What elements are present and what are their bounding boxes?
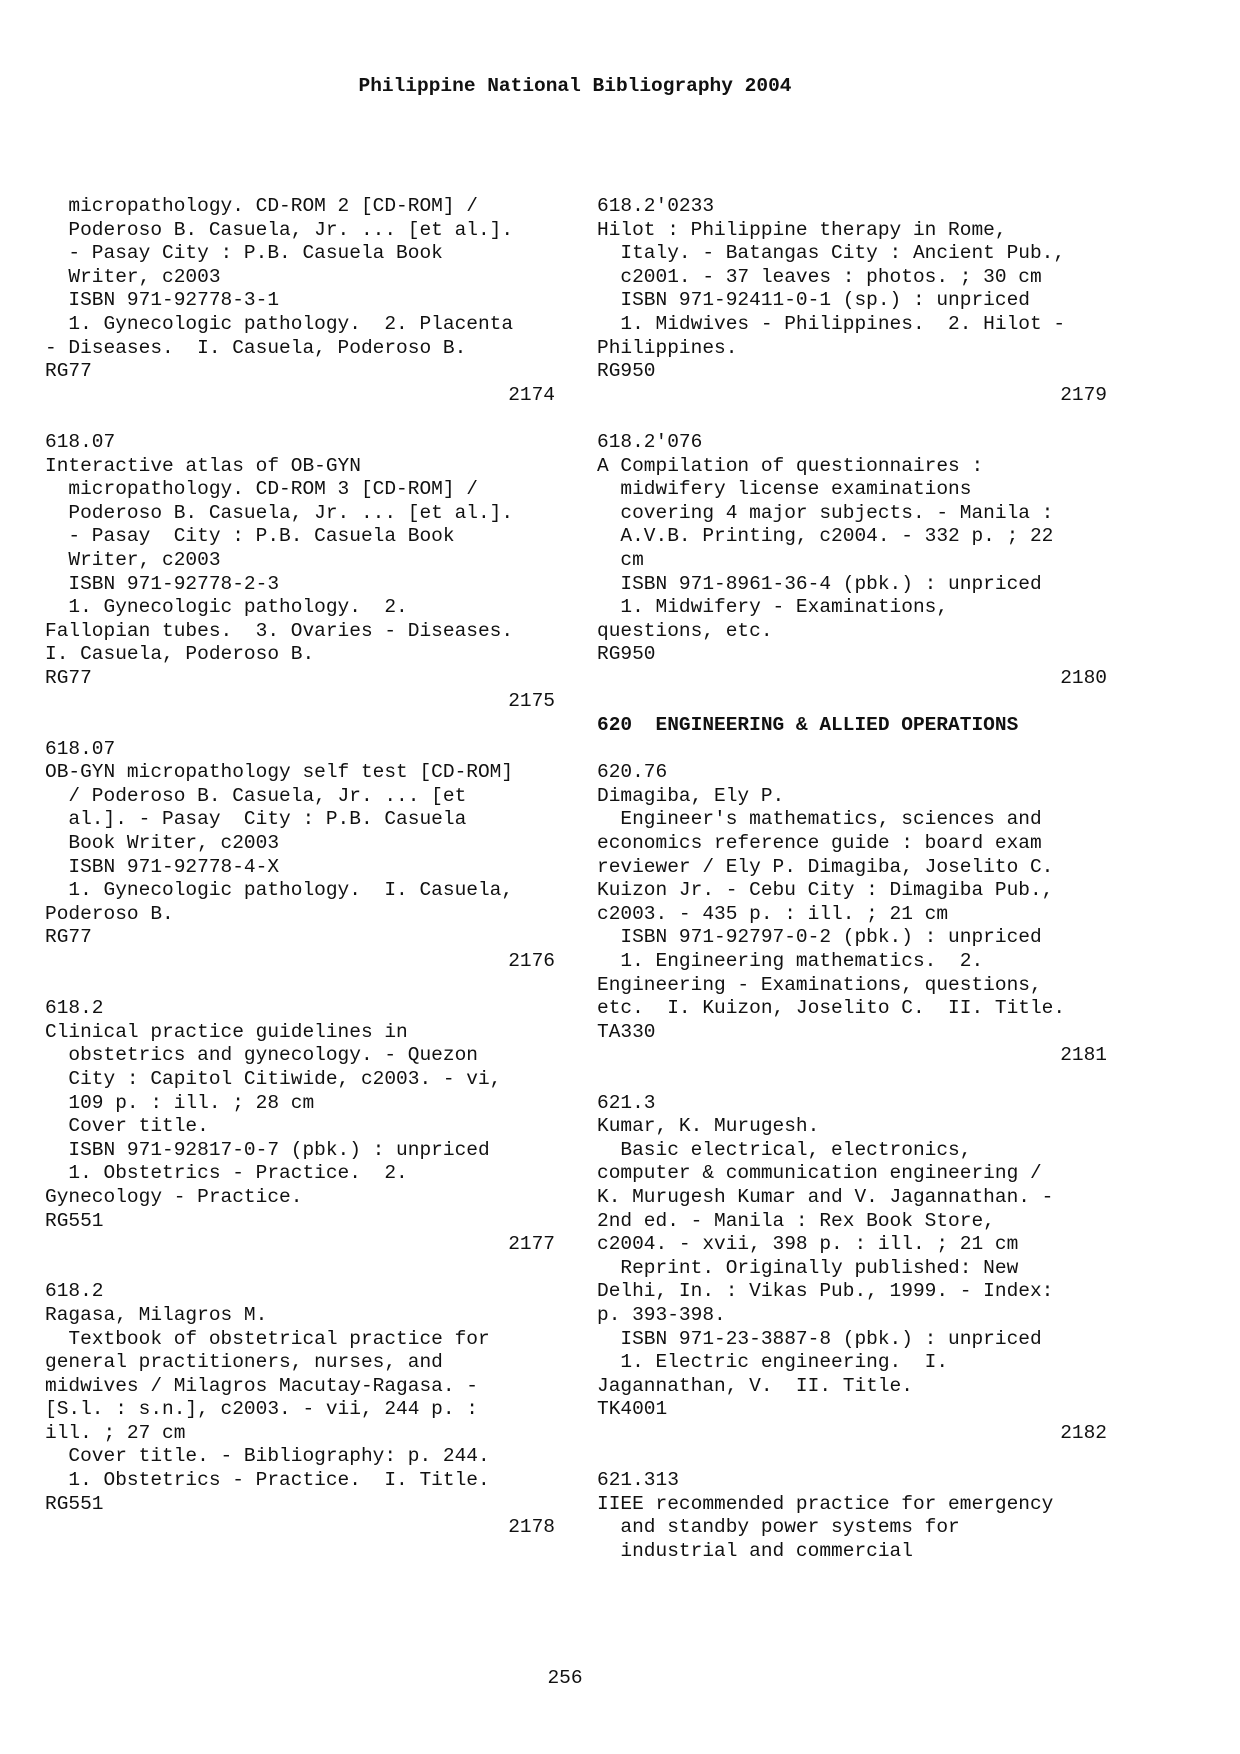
entry-line: c2004. - xvii, 398 p. : ill. ; 21 cm — [597, 1233, 1019, 1256]
page-number: 256 — [547, 1667, 583, 1689]
entry-line: 1. Obstetrics - Practice. I. Title. — [45, 1469, 490, 1492]
left-column — [45, 195, 555, 1540]
entry-line: RG77 — [45, 926, 92, 949]
entry-line: micropathology. CD-ROM 2 [CD-ROM] / — [45, 195, 478, 217]
entry-line: c2001. - 37 leaves : photos. ; 30 cm — [597, 265, 1042, 288]
entry-line: ill. ; 27 cm — [45, 1421, 186, 1444]
entry-line: Book Writer, c2003 — [45, 832, 280, 855]
entry-number: 2175 — [508, 690, 555, 713]
entry-line: RG551 — [45, 1492, 104, 1515]
entry-number: 2180 — [1060, 666, 1107, 689]
entry-number: 2174 — [508, 383, 555, 406]
entry-line: 618.2'0233 — [597, 195, 715, 217]
entry-line: Basic electrical, electronics, — [597, 1138, 972, 1161]
entry-line: I. Casuela, Poderoso B. — [45, 643, 315, 666]
entry-line: - Pasay City : P.B. Casuela Book — [45, 525, 455, 548]
entry-line: obstetrics and gynecology. - Quezon — [45, 1044, 478, 1067]
blank-line — [597, 1068, 1107, 1092]
entry-line: Hilot : Philippine therapy in Rome, — [597, 218, 1007, 241]
entry-line: Writer, c2003 — [45, 548, 221, 571]
entry-line: ISBN 971-92817-0-7 (pbk.) : unpriced — [45, 1138, 490, 1161]
entry-line: TA330 — [597, 1020, 656, 1043]
entry-line: Fallopian tubes. 3. Ovaries - Diseases. — [45, 619, 514, 642]
entry-line: - Diseases. I. Casuela, Poderoso B. — [45, 336, 467, 359]
entry-line: 620.76 — [597, 761, 668, 784]
entry-line: 618.07 — [45, 737, 116, 760]
entry-number: 2179 — [1060, 383, 1107, 406]
entry-line: ISBN 971-92797-0-2 (pbk.) : unpriced — [597, 926, 1042, 949]
entry-line: Ragasa, Milagros M. — [45, 1303, 268, 1326]
entry-line: 1. Gynecologic pathology. I. Casuela, — [45, 879, 514, 902]
entry-line: etc. I. Kuizon, Joselito C. II. Title. — [597, 997, 1066, 1020]
entry-line: general practitioners, nurses, and — [45, 1351, 443, 1374]
page-header-title: Philippine National Bibliography 2004 — [358, 75, 792, 97]
entry-line: p. 393-398. — [597, 1303, 726, 1326]
entry-line: ISBN 971-92778-4-X — [45, 855, 280, 878]
entry-line: - Pasay City : P.B. Casuela Book — [45, 242, 443, 265]
blank-line — [597, 407, 1107, 431]
entry-line: Gynecology - Practice. — [45, 1185, 303, 1208]
entry-line: questions, etc. — [597, 619, 773, 642]
entry-line: 109 p. : ill. ; 28 cm — [45, 1091, 315, 1114]
entry-line: A.V.B. Printing, c2004. - 332 p. ; 22 — [597, 525, 1054, 548]
entry-line: Philippines. — [597, 336, 738, 359]
entry-line: cm — [597, 548, 644, 571]
blank-line — [597, 1445, 1107, 1469]
entry-line: ISBN 971-92411-0-1 (sp.) : unpriced — [597, 289, 1030, 312]
entry-line: RG950 — [597, 643, 656, 666]
entry-line: Italy. - Batangas City : Ancient Pub., — [597, 242, 1066, 265]
entry-line: K. Murugesh Kumar and V. Jagannathan. - — [597, 1185, 1054, 1208]
entry-line: 621.313 — [597, 1469, 679, 1492]
entry-line: 1. Obstetrics - Practice. 2. — [45, 1162, 408, 1185]
entry-line: Cover title. - Bibliography: p. 244. — [45, 1445, 490, 1468]
entry-line: Reprint. Originally published: New — [597, 1256, 1019, 1279]
blank-line — [45, 974, 555, 998]
entry-line: Jagannathan, V. II. Title. — [597, 1374, 913, 1397]
entry-line: Engineer's mathematics, sciences and — [597, 808, 1042, 831]
section-heading: 620 ENGINEERING & ALLIED OPERATIONS — [597, 714, 1019, 737]
entry-line: c2003. - 435 p. : ill. ; 21 cm — [597, 902, 949, 925]
entry-line: micropathology. CD-ROM 3 [CD-ROM] / — [45, 478, 478, 501]
entry-line: Delhi, In. : Vikas Pub., 1999. - Index: — [597, 1280, 1054, 1303]
entry-line: 618.2'076 — [597, 430, 703, 453]
entry-line: ISBN 971-92778-3-1 — [45, 289, 280, 312]
entry-line: Engineering - Examinations, questions, — [597, 973, 1042, 996]
entry-line: economics reference guide : board exam — [597, 832, 1042, 855]
entry-line: RG77 — [45, 666, 92, 689]
entry-line: TK4001 — [597, 1398, 668, 1421]
entry-line: and standby power systems for — [597, 1516, 960, 1539]
entry-line: 1. Gynecologic pathology. 2. — [45, 596, 408, 619]
entry-line: ISBN 971-8961-36-4 (pbk.) : unpriced — [597, 572, 1042, 595]
entry-line: 618.2 — [45, 1280, 104, 1303]
entry-line: RG551 — [45, 1209, 104, 1232]
blank-line — [45, 1257, 555, 1281]
entry-line: Kumar, K. Murugesh. — [597, 1115, 820, 1138]
entry-line: OB-GYN micropathology self test [CD-ROM] — [45, 761, 514, 784]
entry-line: midwifery license examinations — [597, 478, 972, 501]
blank-line — [597, 738, 1107, 762]
entry-line: 621.3 — [597, 1091, 656, 1114]
entry-line: Interactive atlas of OB-GYN — [45, 454, 361, 477]
right-column — [597, 195, 1107, 1563]
entry-line: Cover title. — [45, 1115, 209, 1138]
entry-number: 2182 — [1060, 1421, 1107, 1444]
entry-line: 1. Midwifery - Examinations, — [597, 596, 949, 619]
entry-line: computer & communication engineering / — [597, 1162, 1042, 1185]
entry-line: covering 4 major subjects. - Manila : — [597, 501, 1054, 524]
blank-line — [597, 690, 1107, 714]
entry-line: 618.2 — [45, 997, 104, 1020]
entry-line: [S.l. : s.n.], c2003. - vii, 244 p. : — [45, 1398, 478, 1421]
entry-line: midwives / Milagros Macutay-Ragasa. - — [45, 1374, 478, 1397]
entry-number: 2176 — [508, 950, 555, 972]
entry-line: reviewer / Ely P. Dimagiba, Joselito C. — [597, 855, 1054, 878]
entry-line: 618.07 — [45, 430, 116, 453]
entry-line: RG950 — [597, 360, 656, 383]
entry-line: IIEE recommended practice for emergency — [597, 1492, 1054, 1515]
blank-line — [45, 407, 555, 431]
entry-line: 1. Midwives - Philippines. 2. Hilot - — [597, 312, 1066, 335]
entry-line: Kuizon Jr. - Cebu City : Dimagiba Pub., — [597, 879, 1054, 902]
entry-line: City : Capitol Citiwide, c2003. - vi, — [45, 1067, 502, 1090]
entry-line: ISBN 971-92778-2-3 — [45, 572, 280, 595]
entry-line: Writer, c2003 — [45, 265, 221, 288]
entry-line: industrial and commercial — [597, 1539, 913, 1562]
entry-line: Poderoso B. Casuela, Jr. ... [et al.]. — [45, 501, 514, 524]
entry-line: 1. Electric engineering. I. — [597, 1351, 949, 1374]
entry-line: ISBN 971-23-3887-8 (pbk.) : unpriced — [597, 1327, 1042, 1350]
entry-line: Poderoso B. — [45, 902, 174, 925]
entry-line: Textbook of obstetrical practice for — [45, 1327, 490, 1350]
entry-number: 2181 — [1060, 1044, 1107, 1067]
blank-line — [45, 714, 555, 738]
entry-line: al.]. - Pasay City : P.B. Casuela — [45, 808, 467, 831]
entry-line: Dimagiba, Ely P. — [597, 784, 785, 807]
entry-number: 2178 — [508, 1516, 555, 1539]
entry-line: Poderoso B. Casuela, Jr. ... [et al.]. — [45, 218, 514, 241]
entry-line: 1. Engineering mathematics. 2. — [597, 950, 984, 972]
entry-line: Clinical practice guidelines in — [45, 1020, 408, 1043]
entry-line: RG77 — [45, 360, 92, 383]
entry-line: 1. Gynecologic pathology. 2. Placenta — [45, 312, 514, 335]
entry-line: 2nd ed. - Manila : Rex Book Store, — [597, 1209, 995, 1232]
entry-line: / Poderoso B. Casuela, Jr. ... [et — [45, 784, 467, 807]
entry-line: A Compilation of questionnaires : — [597, 454, 984, 477]
entry-number: 2177 — [508, 1233, 555, 1256]
